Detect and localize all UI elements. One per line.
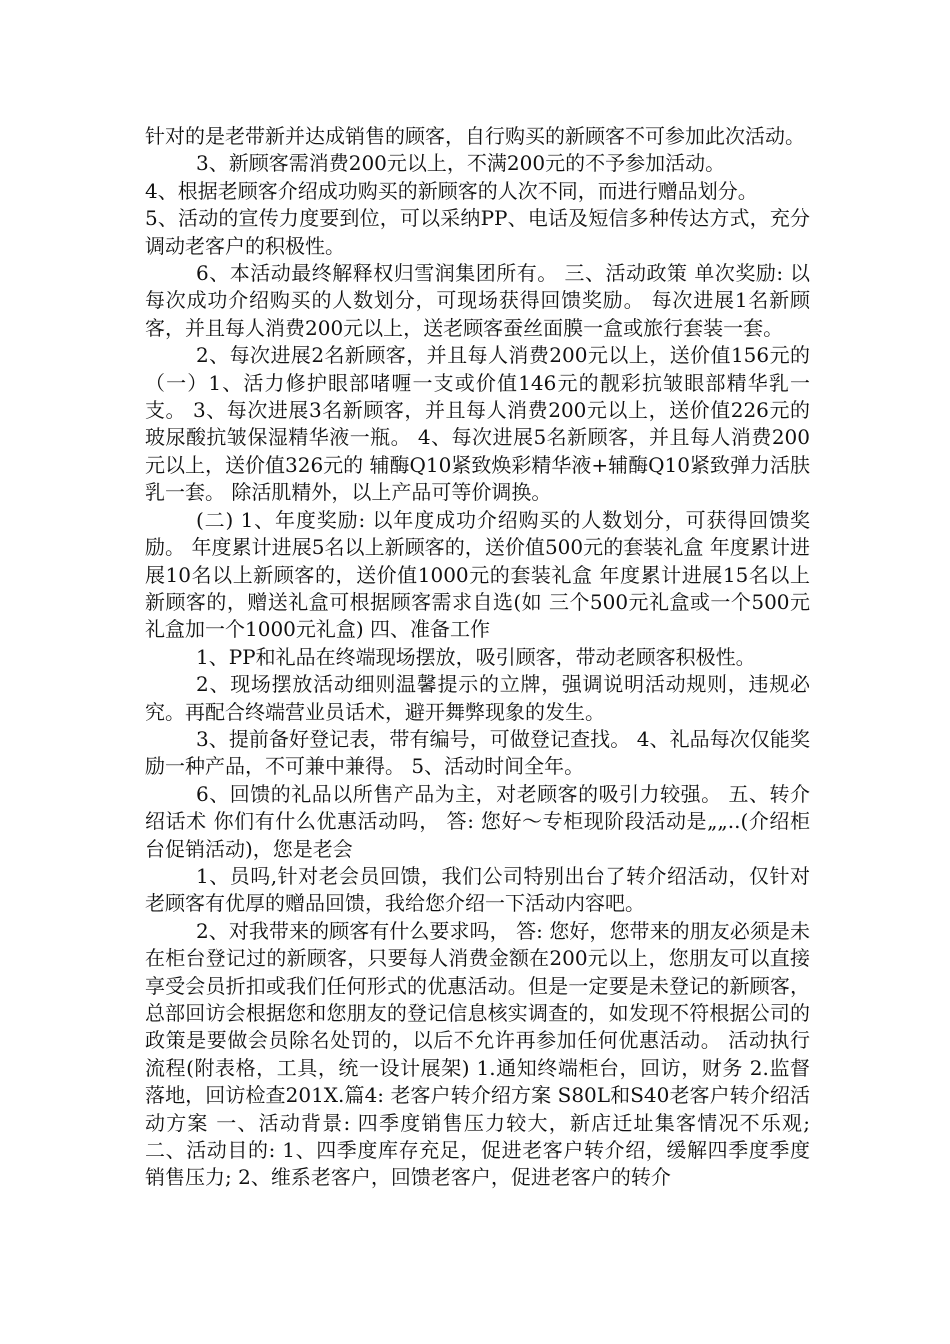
paragraph: 3、新顾客需消费200元以上，不满200元的不予参加活动。 — [196, 151, 726, 176]
paragraph: 6、本活动最终解释权归雪润集团所有。 三、活动政策 单次奖励: 以每次成功介绍购买的人数划分，可现场获得回馈奖励。 每次进展1名新顾客，并且每人消费200元以上，送老顾客蚕丝面膜一盒或旅行套装一套。 — [145, 261, 810, 340]
paragraph: 2、现场摆放活动细则温馨提示的立牌，强调说明活动规则，违规必究。再配合终端营业员话术，避开舞弊现象的发生。 — [145, 672, 810, 724]
paragraph: 1、员吗,针对老会员回馈，我们公司特别出台了转介绍活动，仅针对老顾客有优厚的赠品回馈，我给您介绍一下活动内容吧。 — [145, 863, 810, 916]
paragraph: 4、根据老顾客介绍成功购买的新顾客的人次不同，而进行赠品划分。 — [145, 178, 758, 203]
paragraph: 6、回馈的礼品以所售产品为主，对老顾客的吸引力较强。 五、转介绍话术 你们有什么优惠活动吗， 答: 您好～专柜现阶段活动是„„..(介绍柜台促销活动)，您是老会 — [145, 781, 810, 861]
paragraph: 1、PP和礼品在终端现场摆放，吸引顾客，带动老顾客积极性。 — [196, 644, 756, 669]
document-body — [145, 123, 810, 1192]
paragraph: 2、对我带来的顾客有什么要求吗， 答: 您好，您带来的朋友必须是未在柜台登记过的新顾客，只要每人消费金额在200元以上，您朋友可以直接享受会员折扣或我们任何形式的优惠活动。但是一定要是未登记的新顾客，总部回访会根据您和您朋友的登记信息核实调查的，如发现不符根据公司的政策是要做会员除名处罚的，以后不允许再参加任何优惠活动。 活动执行流程(附表格，工具，统一设计展架) 1.通知终端柜台，回访，财务 2.监督落地，回访检查201X.篇4: 老客户转介绍方案 S80L和S40老客户转介绍活动方案 一、活动背景: 四季度销售压力较大，新店迁址集客情况不乐观; 二、活动目的: 1、四季度库存充足，促进老客户转介绍，缓解四季度季度销售压力; 2、维系老客户，回馈老客户，促进老客户的转介 — [145, 918, 810, 1190]
paragraph: 针对的是老带新并达成销售的顾客，自行购买的新顾客不可参加此次活动。 — [145, 124, 805, 148]
paragraph: 2、每次进展2名新顾客，并且每人消费200元以上，送价值156元的（一）1、活力修护眼部啫喱一支或价值146元的靓彩抗皱眼部精华乳一支。 3、每次进展3名新顾客，并且每人消费200元以上，送价值226元的 玻尿酸抗皱保湿精华液一瓶。 4、每次进展5名新顾客，并且每人消费200元以上，送价值326元的 辅酶Q10紧致焕彩精华液+辅酶Q10紧致弹力活肤乳一套。 除活肌精外，以上产品可等价调换。 — [145, 343, 810, 505]
paragraph: 5、活动的宣传力度要到位，可以采纳PP、电话及短信多种传达方式，充分调动老客户的积极性。 — [145, 206, 810, 258]
paragraph: 3、提前备好登记表，带有编号，可做登记查找。 4、礼品每次仅能奖励一种产品，不可兼中兼得。 5、活动时间全年。 — [145, 726, 810, 779]
paragraph: (二) 1、年度奖励: 以年度成功介绍购买的人数划分，可获得回馈奖励。 年度累计进展5名以上新顾客的，送价值500元的套装礼盒 年度累计进展10名以上新顾客的，送价值1000元的套装礼盒 年度累计进展15名以上新顾客的，赠送礼盒可根据顾客需求自选(如 三个500元礼盒或一个500元礼盒加一个1000元礼盒) 四、准备工作 — [145, 507, 810, 642]
